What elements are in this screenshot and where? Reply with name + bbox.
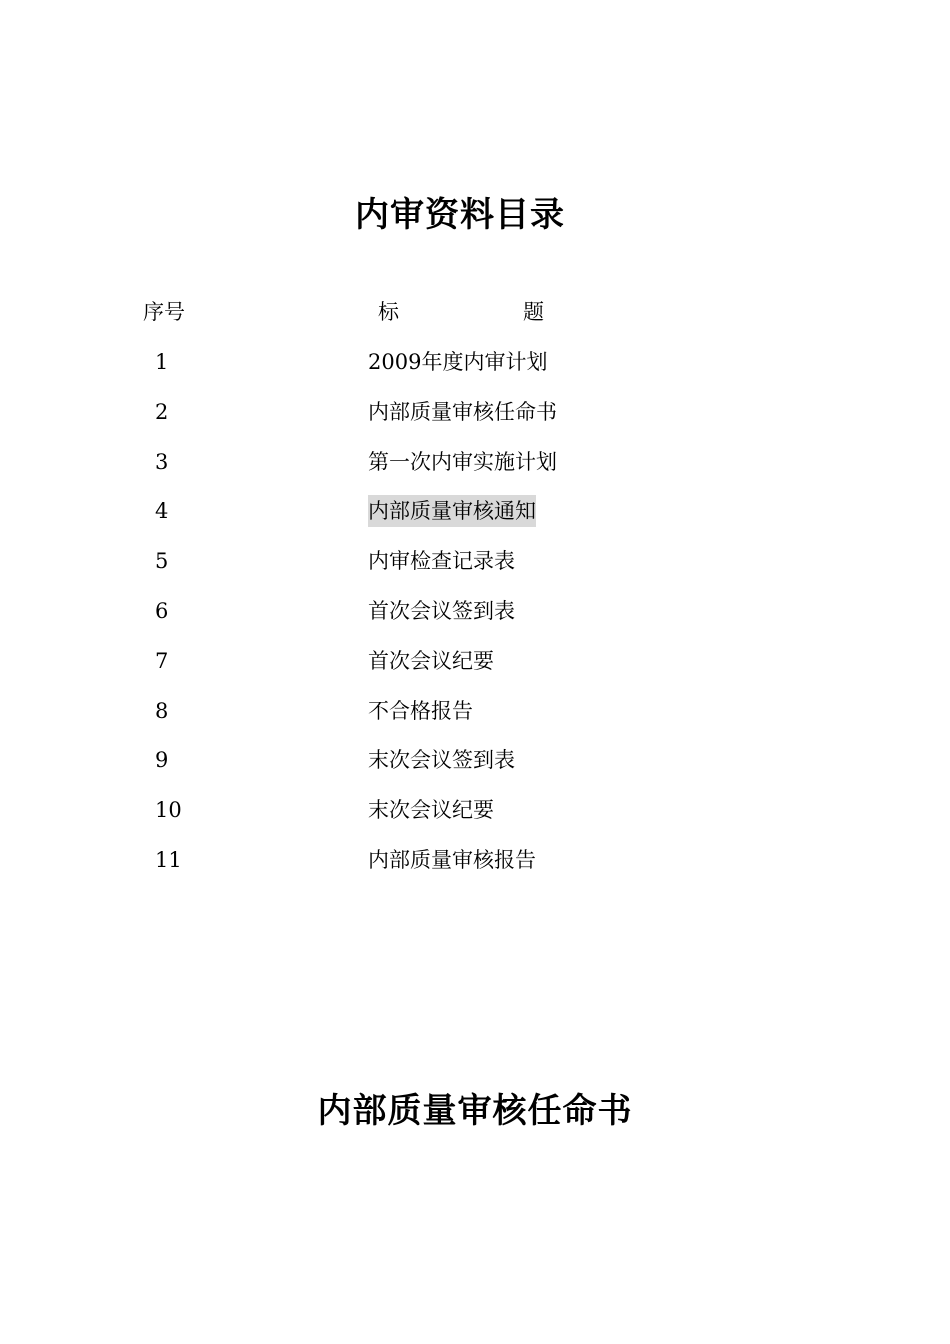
toc-row — [0, 495, 950, 545]
toc-row-title: 末次会议签到表 — [368, 748, 515, 773]
toc-row-title: 2009年度内审计划 — [368, 350, 548, 374]
toc-row-number: 6 — [155, 598, 169, 623]
toc-list — [0, 346, 950, 894]
toc-row-title: 不合格报告 — [368, 698, 473, 723]
toc-row-title: 第一次内审实施计划 — [368, 449, 557, 474]
toc-row — [0, 545, 950, 595]
toc-row — [0, 744, 950, 794]
toc-row-number: 10 — [155, 798, 182, 823]
toc-row-number: 7 — [155, 648, 169, 673]
section-title: 内部质量审核任命书 — [317, 1091, 633, 1131]
toc-row — [0, 446, 950, 496]
toc-header — [0, 296, 950, 328]
toc-row-number: 9 — [155, 748, 169, 773]
toc-row-number: 2 — [155, 399, 169, 424]
toc-row — [0, 645, 950, 695]
toc-row-number: 1 — [155, 350, 169, 374]
toc-row-number: 8 — [155, 698, 169, 723]
toc-row-title: 末次会议纪要 — [368, 798, 494, 823]
toc-row — [0, 794, 950, 844]
page-title: 内审资料目录 — [355, 195, 565, 235]
header-title-label-first: 标 — [378, 300, 399, 324]
toc-row-title: 首次会议签到表 — [368, 598, 515, 623]
toc-row-number: 5 — [155, 549, 169, 574]
toc-row-title: 内审检查记录表 — [368, 549, 515, 574]
header-title-label-second: 题 — [523, 300, 544, 324]
toc-row-number: 3 — [155, 449, 169, 474]
toc-row-title-selected: 内部质量审核通知 — [368, 495, 536, 527]
toc-row — [0, 396, 950, 446]
toc-row — [0, 844, 950, 894]
header-number-label: 序号 — [143, 300, 185, 324]
toc-row-title: 内部质量审核任命书 — [368, 399, 557, 424]
toc-row-number: 4 — [155, 499, 169, 524]
toc-row-title: 首次会议纪要 — [368, 648, 494, 673]
toc-row-title: 内部质量审核报告 — [368, 847, 536, 872]
toc-row — [0, 595, 950, 645]
toc-row — [0, 346, 950, 396]
toc-row — [0, 695, 950, 745]
toc-row-number: 11 — [155, 847, 182, 872]
